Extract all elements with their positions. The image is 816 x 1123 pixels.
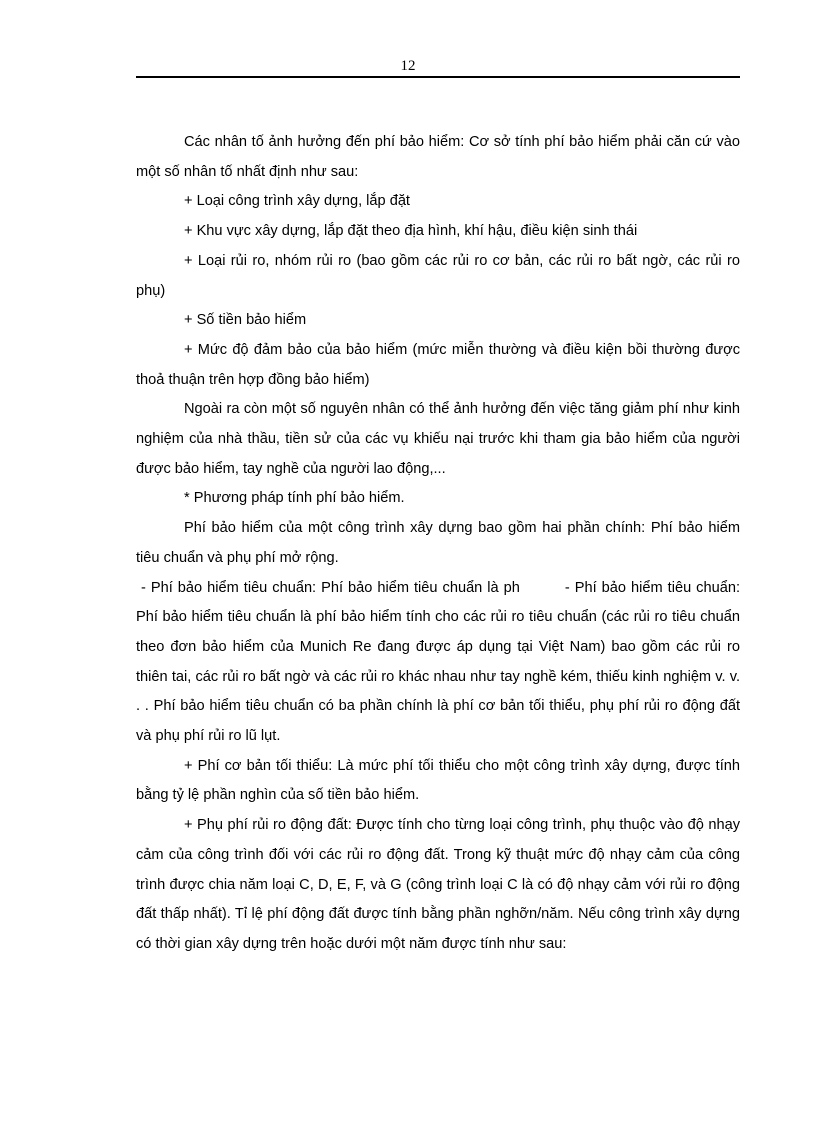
document-body: [136, 128, 745, 960]
paragraph-construction-type: + Loại công trình xây dựng, lắp đặt: [184, 193, 410, 210]
paragraph-standard-premium: - Phí bảo hiểm tiêu chuẩn: Phí bảo hiểm tiêu chuẩn là ph - Phí bảo hiểm tiêu chuẩn: Phí bảo hiểm tiêu chuẩn là phí bảo hiểm tính cho các rủi ro tiêu chuẩn (các rủi ro tiêu chuẩn theo đơn bảo hiểm của Munich Re đang được áp dụng tại Việt Nam) bao gồm các rủi ro thiên tai, các rủi ro bất ngờ và các rủi ro khác nhau như tay nghề kém, thiếu kinh nghiệm v. v. . . Phí bảo hiểm tiêu chuẩn có ba phần chính là phí cơ bản tối thiểu, phụ phí rủi ro động đất và phụ phí rủi ro lũ lụt.: [136, 579, 745, 745]
paragraph-risk-type: + Loại rủi ro, nhóm rủi ro (bao gồm các rủi ro cơ bản, các rủi ro bất ngờ, các rủi ro phụ): [136, 252, 740, 299]
header-rule: [136, 76, 740, 78]
paragraph-minimum-base: + Phí cơ bản tối thiểu: Là mức phí tối thiểu cho một công trình xây dựng, được tính bằng tỷ lệ phần nghìn của số tiền bảo hiểm.: [136, 757, 740, 804]
paragraph-factors-intro: Các nhân tố ảnh hưởng đến phí bảo hiểm: Cơ sở tính phí bảo hiểm phải căn cứ vào một số nhân tố nhất định như sau:: [136, 134, 740, 180]
paragraph-coverage-level: + Mức độ đảm bảo của bảo hiểm (mức miễn thường và điều kiện bồi thường được thoả thuận trên hợp đồng bảo hiểm): [136, 341, 740, 388]
page-number: 12: [400, 58, 416, 74]
paragraph-region: + Khu vực xây dựng, lắp đặt theo địa hình, khí hậu, điều kiện sinh thái: [184, 223, 638, 240]
paragraph-earthquake-surcharge: + Phụ phí rủi ro động đất: Được tính cho từng loại công trình, phụ thuộc vào độ nhạy cảm của công trình đối với các rủi ro động đất. Trong kỹ thuật mức độ nhạy cảm của công trình được chia năm loại C, D, E, F, và G (công trình loại C là có độ nhạy cảm với rủi ro động đất thấp nhất). Tỉ lệ phí động đất được tính bằng phần nghỡn/năm. Nếu công trình xây dựng có thời gian xây dựng trên hoặc dưới một năm được tính như sau:: [136, 817, 740, 952]
paragraph-method-heading: * Phương pháp tính phí bảo hiểm.: [184, 490, 405, 507]
paragraph-sum-insured: + Số tiền bảo hiểm: [184, 312, 307, 329]
paragraph-premium-parts: Phí bảo hiểm của một công trình xây dựng bao gồm hai phần chính: Phí bảo hiểm tiêu chuẩn và phụ phí mở rộng.: [136, 520, 740, 566]
paragraph-other-causes: Ngoài ra còn một số nguyên nhân có thể ảnh hưởng đến việc tăng giảm phí như kinh nghiệm của nhà thầu, tiền sử của các vụ khiếu nại trước khi tham gia bảo hiểm của người được bảo hiểm, tay nghề của người lao động,...: [136, 401, 740, 477]
